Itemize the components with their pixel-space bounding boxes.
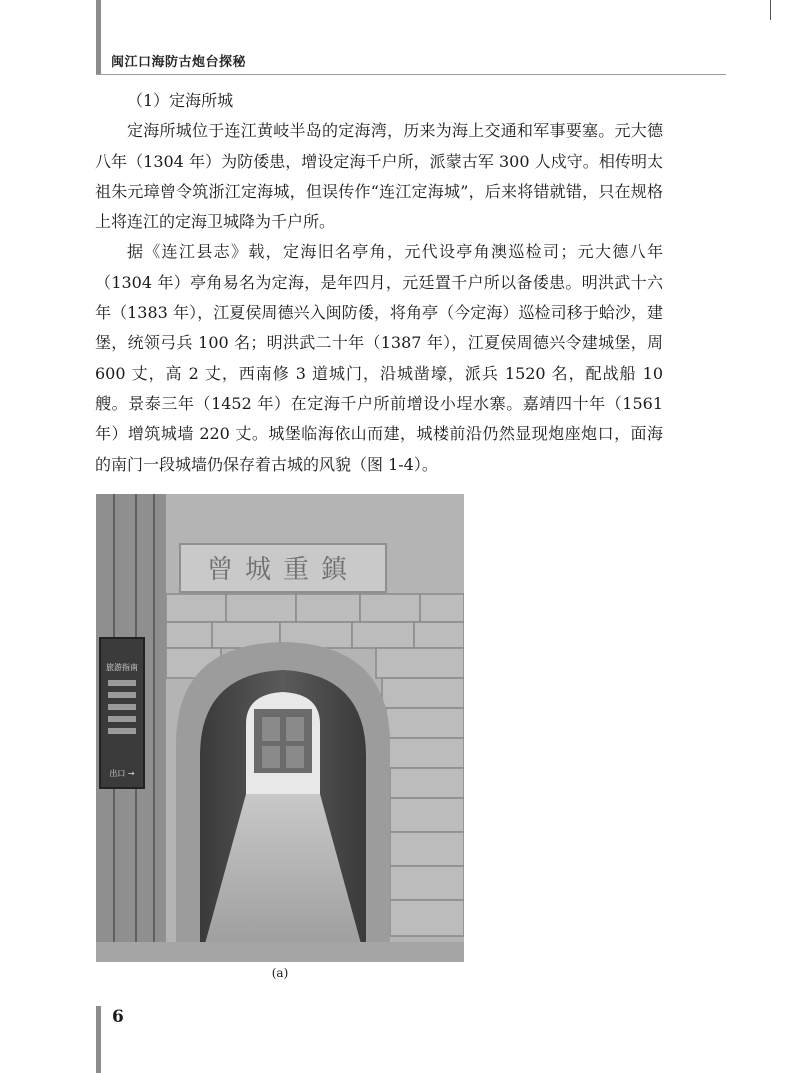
- plaque-text: 曾城重鎮: [206, 555, 360, 585]
- tourist-sign: [100, 638, 144, 788]
- header-rule: [96, 74, 726, 75]
- body-text: [95, 86, 663, 480]
- figure-caption: (a): [271, 966, 289, 980]
- sign-title: 旅游指南: [106, 663, 138, 672]
- footer-accent-bar: [96, 1006, 101, 1073]
- paragraph-1: 定海所城位于连江黄岐半岛的定海湾，历来为海上交通和军事要塞。元大德八年（1304 年）为防倭患，增设定海千户所，派蒙古军 300 人戍守。相传明太祖朱元璋曾令筑浙江定海城，但误传作“连江定海城”，后来将错就错，只在规格上将连江的定海卫城降为千户所。: [95, 121, 663, 232]
- section-heading: （1）定海所城: [127, 91, 234, 110]
- corner-crop-mark: [770, 0, 771, 20]
- header-accent-bar: [96, 0, 101, 75]
- sign-exit-label: 出口 →: [109, 769, 135, 778]
- page-number: 6: [112, 1007, 124, 1027]
- paragraph-2: 据《连江县志》载，定海旧名亭角，元代设亭角澳巡检司；元大德八年（1304 年）亭角易名为定海，是年四月，元廷置千户所以备倭患。明洪武十六年（1383 年），江夏侯周德兴入闽防倭，将角亭（今定海）巡检司移于蛤沙，建堡，统领弓兵 100 名；明洪武二十年（1387 年），江夏侯周德兴令建城堡，周 600 丈，高 2 丈，西南修 3 道城门，沿城凿壕，派兵 1520 名，配战船 10 艘。景泰三年（1452 年）在定海千户所前增设小埕水寨。嘉靖四十年（1561 年）增筑城墙 220 丈。城堡临海依山而建，城楼前沿仍然显现炮座炮口，面海的南门一段城墙仍保存着古城的风貌（图 1-4）。: [95, 242, 663, 474]
- city-gate-photo: [96, 494, 464, 962]
- city-gate-illustration: [96, 494, 464, 962]
- running-header-title: 闽江口海防古炮台探秘: [111, 55, 247, 70]
